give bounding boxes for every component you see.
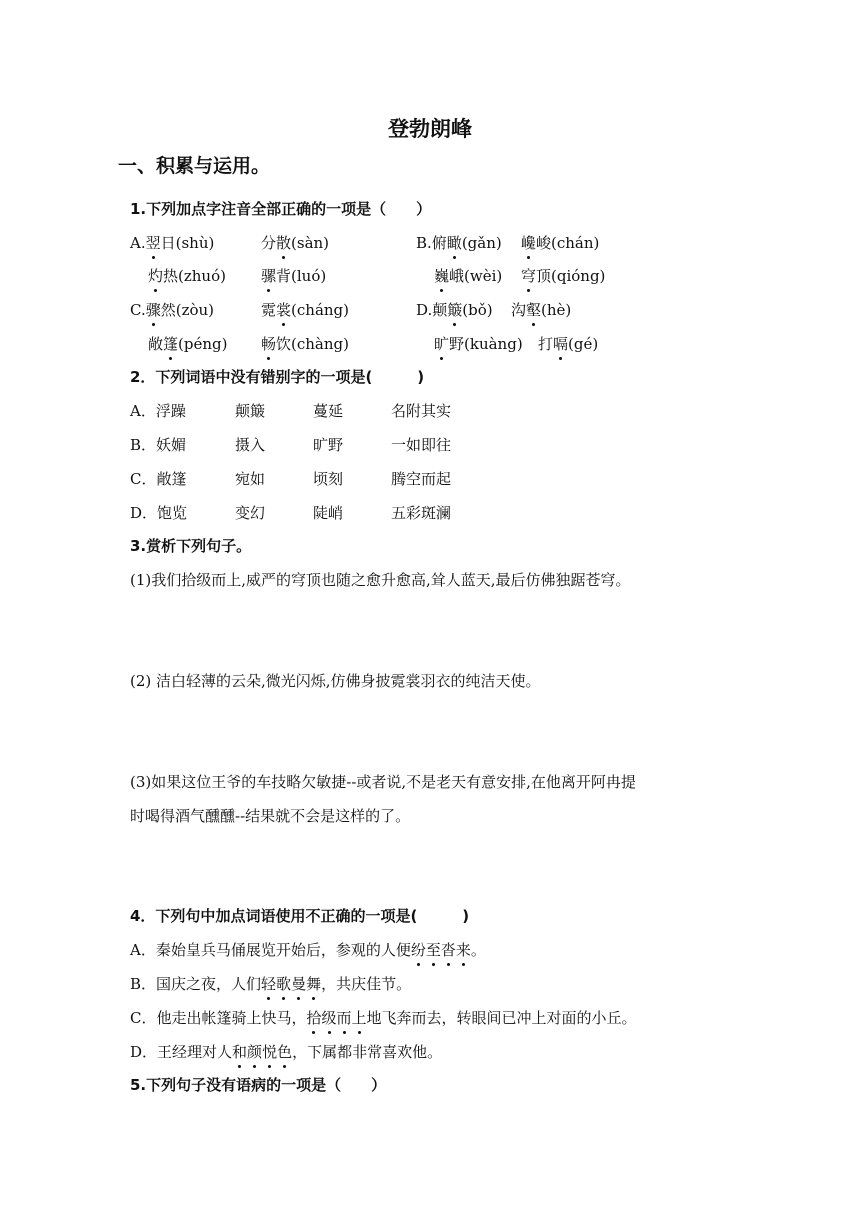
q2-row-a-word-1: A．浮躁	[130, 402, 186, 420]
q2-row-a-word-3: 蔓延	[313, 402, 344, 420]
q1-option-b-2: 巉峻(chán)	[521, 234, 600, 252]
q3-sentence-2: (2) 洁白轻薄的云朵,微光闪烁,仿佛身披霓裳羽衣的纯洁天使。	[130, 672, 541, 690]
question-1-stem: 1.下列加点字注音全部正确的一项是（ ）	[130, 200, 432, 218]
q1-option-d-2: 沟壑(hè)	[511, 301, 572, 319]
q2-row-c-word-3: 顷刻	[313, 470, 344, 488]
q2-row-d-word-4: 五彩斑澜	[391, 504, 452, 522]
q1-option-b-4: 穹顶(qióng)	[521, 267, 606, 285]
q2-row-b-word-3: 旷野	[313, 436, 344, 454]
question-4-stem: 4．下列句中加点词语使用不正确的一项是( )	[130, 907, 470, 925]
q1-option-b-1: B.俯瞰(gǎn)	[416, 234, 502, 252]
q4-option-d: D．王经理对人和颜悦色，下属都非常喜欢他。	[130, 1043, 443, 1061]
q3-sentence-1: (1)我们拾级而上,威严的穹顶也随之愈升愈高,耸人蓝天,最后仿佛独踞苍穹。	[130, 571, 631, 589]
q1-option-a-1: A.翌日(shù)	[130, 234, 215, 252]
q1-option-c-1: C.骤然(zòu)	[130, 301, 215, 319]
question-2-stem: 2．下列词语中没有错别字的一项是( )	[130, 368, 425, 386]
q4-option-b: B．国庆之夜，人们轻歌曼舞，共庆佳节。	[130, 975, 412, 993]
q1-option-c-2: 霓裳(cháng)	[261, 301, 350, 319]
q1-option-d-1: D.颠簸(bǒ)	[416, 301, 493, 319]
q3-sentence-3-line-2: 时喝得酒气醺醺--结果就不会是这样的了。	[130, 807, 411, 825]
q2-row-b-word-2: 摄入	[235, 436, 266, 454]
q2-row-c-word-2: 宛如	[235, 470, 266, 488]
q4-option-c: C．他走出帐篷骑上快马，拾级而上地飞奔而去，转眼间已冲上对面的小丘。	[130, 1009, 637, 1027]
q1-option-a-3: 灼热(zhuó)	[148, 267, 226, 285]
q1-option-a-4: 骡背(luó)	[261, 267, 327, 285]
question-3-stem: 3.赏析下列句子。	[130, 537, 252, 555]
q3-sentence-3-line-1: (3)如果这位王爷的车技略欠敏捷--或者说,不是老天有意安排,在他离开阿冉提	[130, 773, 636, 791]
q2-row-d-word-3: 陡峭	[313, 504, 344, 522]
q2-row-d-word-2: 变幻	[235, 504, 266, 522]
q2-row-c-word-1: C．敞篷	[130, 470, 187, 488]
page-title: 登勃朗峰	[388, 117, 472, 141]
q2-row-a-word-2: 颠簸	[235, 402, 266, 420]
q1-option-b-3: 巍峨(wèi)	[434, 267, 503, 285]
q1-option-a-2: 分散(sàn)	[261, 234, 330, 252]
q2-row-b-word-1: B．妖媚	[130, 436, 187, 454]
q1-option-d-3: 旷野(kuàng)	[434, 335, 523, 353]
question-5-stem: 5.下列句子没有语病的一项是（ ）	[130, 1076, 387, 1094]
q1-option-d-4: 打嗝(gé)	[538, 335, 599, 353]
q2-row-c-word-4: 腾空而起	[391, 470, 452, 488]
q4-option-a: A．秦始皇兵马俑展览开始后，参观的人便纷至沓来。	[130, 941, 486, 959]
q1-option-c-4: 畅饮(chàng)	[261, 335, 349, 353]
section-heading: 一、积累与运用。	[118, 155, 271, 177]
q2-row-d-word-1: D．饱览	[130, 504, 188, 522]
q1-option-c-3: 敞篷(péng)	[148, 335, 228, 353]
q2-row-a-word-4: 名附其实	[391, 402, 452, 420]
q2-row-b-word-4: 一如即往	[391, 436, 452, 454]
